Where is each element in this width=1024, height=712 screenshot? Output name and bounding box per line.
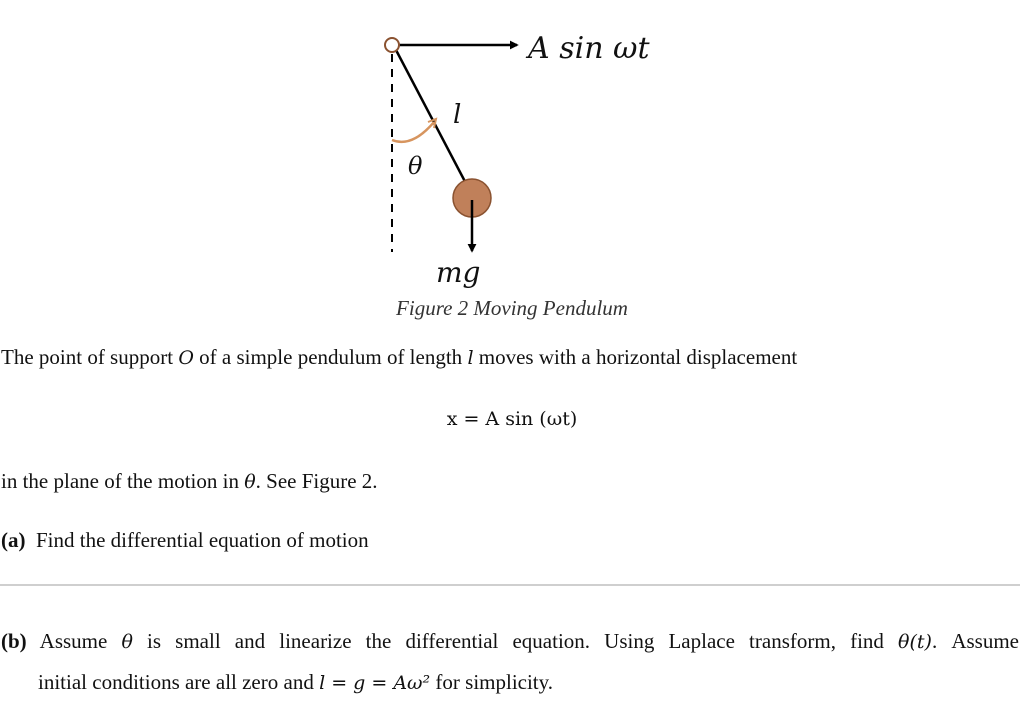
figure-caption: Figure 2 Moving Pendulum bbox=[396, 296, 628, 320]
theta-symbol: θ bbox=[244, 471, 256, 493]
question-b-label: (b) bbox=[1, 629, 27, 653]
plane-paragraph: in the plane of the motion in θ. See Figure 2. bbox=[1, 469, 378, 493]
angle-label: θ bbox=[408, 152, 423, 180]
intro-paragraph: The point of support O of a simple pendulum of length l moves with a horizontal displacement bbox=[1, 345, 798, 369]
weight-label: mg bbox=[436, 256, 481, 289]
question-b-line1: (b) Assume θ is small and linearize the differential equation. Using Laplace transform, find θ(t). Assume bbox=[1, 629, 1020, 653]
simplifying-condition: l = g = Aω² bbox=[319, 672, 431, 694]
question-b-line2: initial conditions are all zero and l = g = Aω² for simplicity. bbox=[38, 670, 554, 694]
section-divider bbox=[0, 584, 1020, 586]
length-label: l bbox=[453, 100, 462, 130]
displacement-equation: x = A sin (ωt) bbox=[446, 408, 578, 430]
question-a-text: Find the differential equation of motion bbox=[36, 528, 369, 552]
angle-arc bbox=[392, 122, 434, 142]
question-a-label: (a) bbox=[1, 528, 26, 552]
question-a bbox=[1, 526, 369, 554]
force-label: A sin ωt bbox=[528, 31, 650, 66]
support-point-symbol: O bbox=[178, 347, 194, 369]
pivot-point bbox=[385, 38, 399, 52]
length-symbol: l bbox=[467, 347, 474, 369]
pendulum-figure bbox=[0, 0, 1024, 330]
